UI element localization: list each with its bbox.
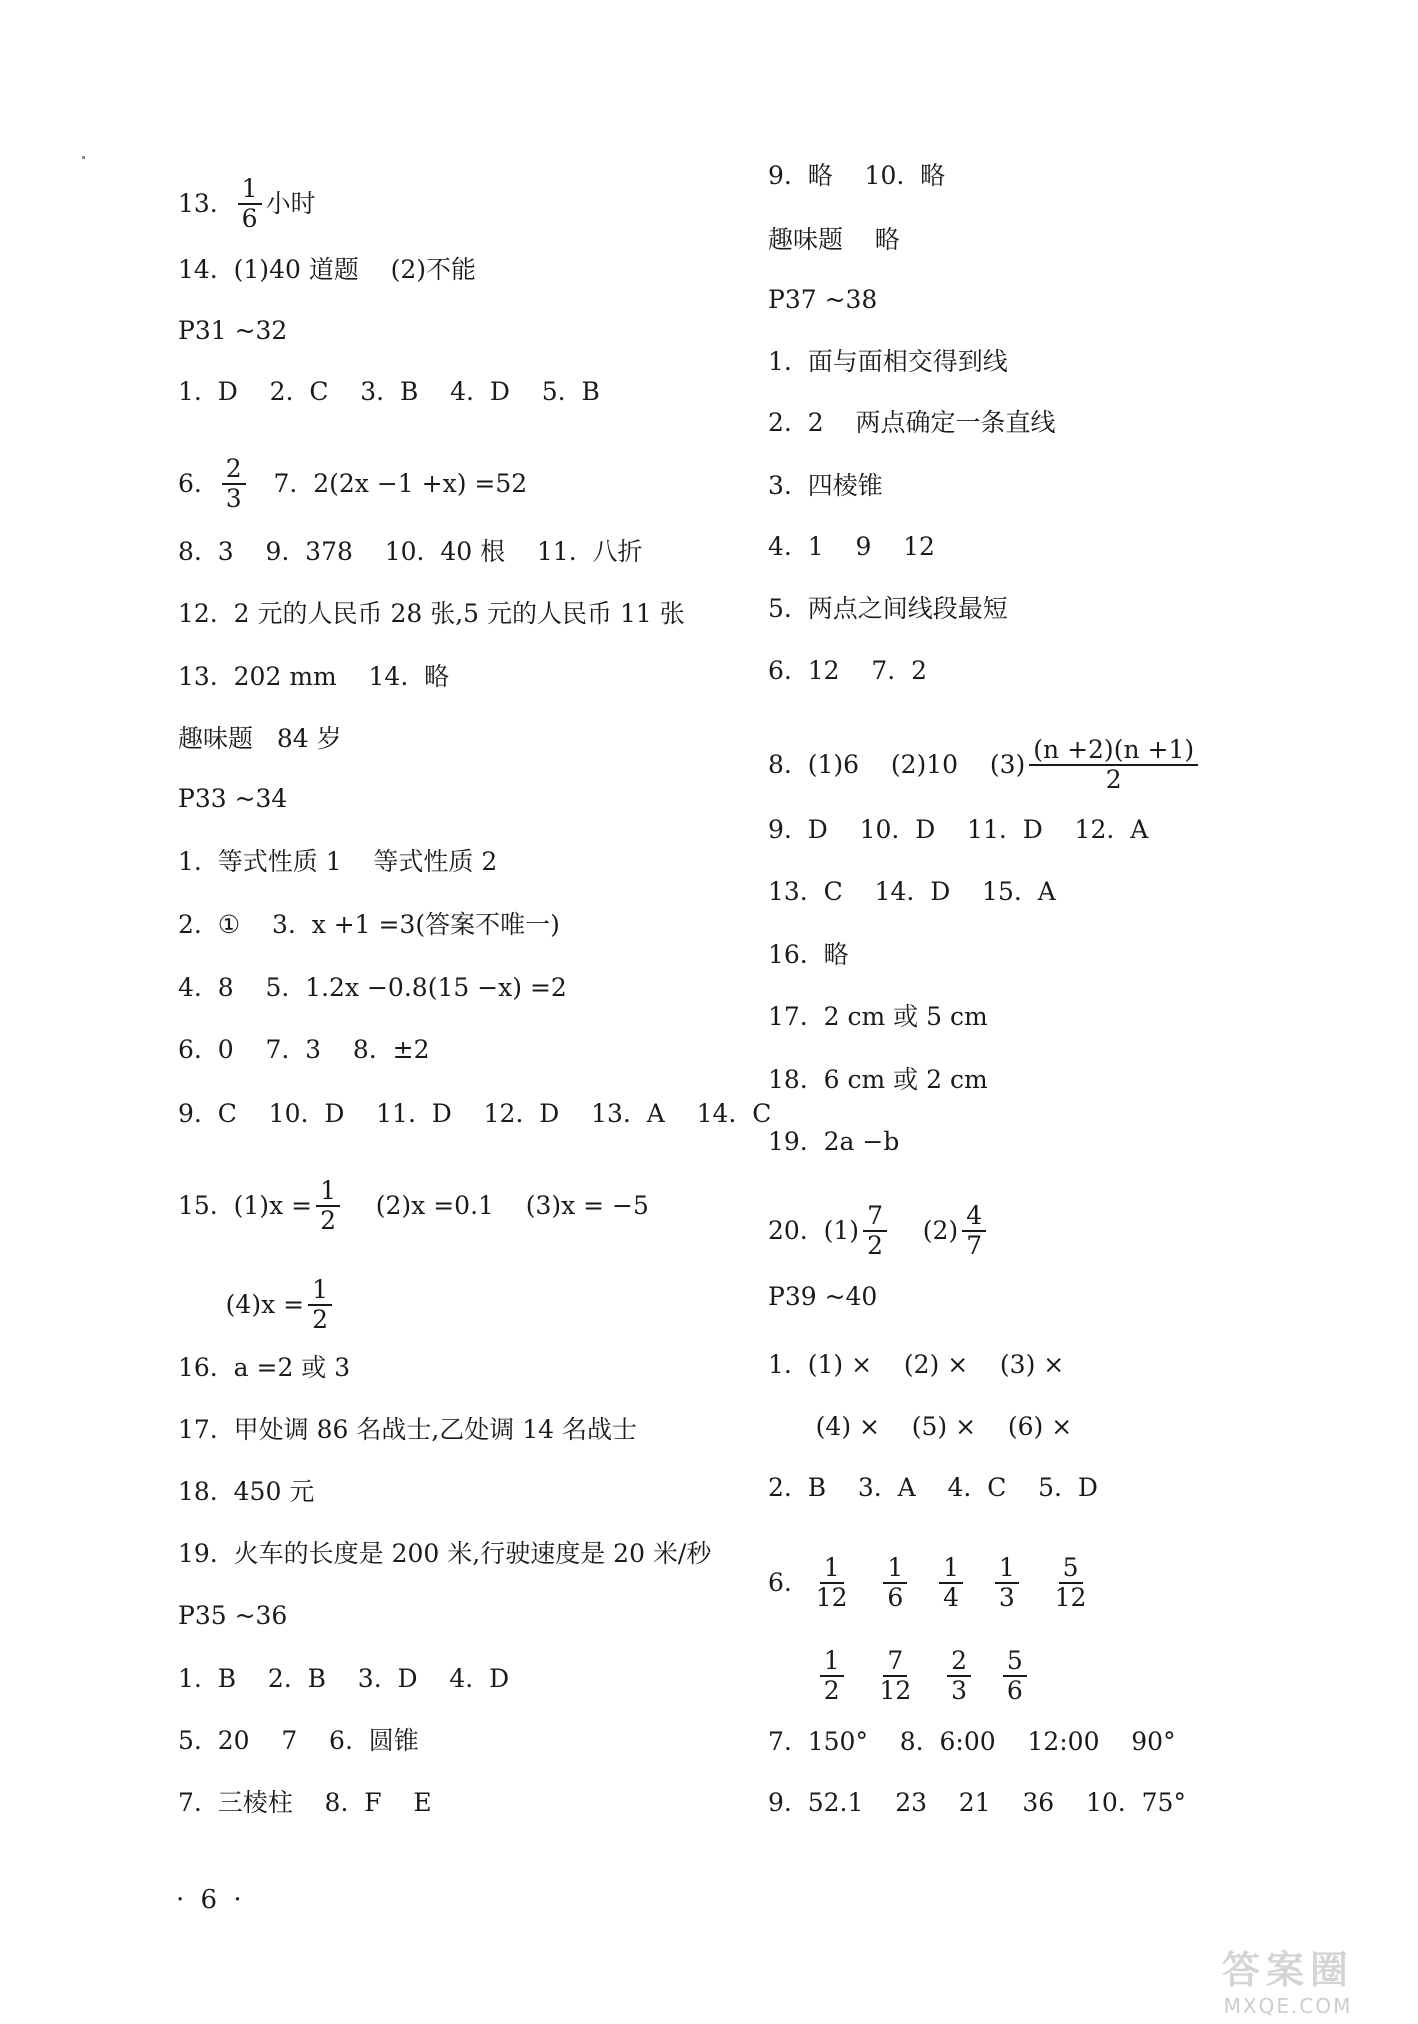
answer-line (178, 1351, 350, 1385)
fraction-denominator: 6 (887, 1583, 904, 1612)
answer-text: 18. 450 元 (178, 1477, 315, 1506)
answer-line (178, 1537, 711, 1571)
fraction-denominator: 2 (867, 1231, 883, 1260)
answer-text: 19. 火车的长度是 200 米,行驶速度是 20 米/秒 (178, 1539, 712, 1568)
fraction-numerator: (n +2)(n +1) (1029, 736, 1198, 766)
answer-line (768, 1471, 1098, 1505)
answer-line (178, 660, 449, 694)
answer-line (178, 375, 600, 409)
answer-line (178, 253, 476, 287)
answer-text: 1. 面与面相交得到线 (768, 347, 1008, 376)
fraction (1051, 1554, 1091, 1612)
answer-text: 17. 甲处调 86 名战士,乙处调 14 名战士 (178, 1415, 638, 1444)
answer-line (768, 1786, 1186, 1820)
fraction-denominator: 12 (815, 1583, 848, 1612)
answer-text: (2)x =0.1 (3)x = −5 (343, 1191, 649, 1220)
answer-text: 5. 20 7 6. 圆锥 (178, 1726, 419, 1755)
answer-text: 6. 0 7. 3 8. ±2 (178, 1035, 430, 1064)
answer-line (768, 875, 1056, 909)
fraction (947, 1647, 971, 1705)
fraction-denominator: 3 (951, 1676, 967, 1705)
answer-line (178, 1724, 419, 1758)
answer-text: 15. (1)x = (178, 1191, 313, 1220)
answer-line (768, 223, 900, 257)
answer-text: 13. 202 mm 14. 略 (178, 662, 450, 691)
answer-text (975, 1659, 999, 1693)
watermark-logo (1188, 1938, 1388, 2018)
fraction-numerator: 1 (939, 1554, 963, 1584)
answer-text: 5. 两点之间线段最短 (768, 594, 1008, 623)
answer-line (178, 175, 316, 233)
fraction-numerator: 1 (238, 175, 262, 205)
answer-line (178, 1276, 336, 1334)
answer-text: 1. D 2. C 3. B 4. D 5. B (178, 377, 600, 406)
answer-text: 4. 1 9 12 (768, 532, 935, 561)
fraction-numerator: 2 (222, 455, 246, 485)
answer-text: 2. ① 3. x +1 =3(答案不唯一) (178, 910, 560, 939)
answer-text: 20. (1) (768, 1216, 860, 1245)
answer-text: 9. 略 10. 略 (768, 161, 946, 190)
answer-text: P33 ~34 (178, 784, 288, 813)
answer-line (768, 530, 935, 564)
answer-text (848, 1659, 872, 1693)
answer-text: 9. 52.1 23 21 36 10. 75° (768, 1788, 1186, 1817)
fraction (995, 1554, 1019, 1612)
answer-text: 9. D 10. D 11. D 12. A (768, 815, 1149, 844)
answer-line (178, 1475, 314, 1509)
answer-line (768, 1280, 877, 1314)
page-number: · 6 · (176, 1885, 246, 1915)
answer-text: 6. (768, 1568, 808, 1597)
answer-line (768, 736, 1202, 794)
answer-line (768, 813, 1148, 847)
answer-line (768, 1063, 988, 1097)
fraction-numerator: 5 (1059, 1554, 1083, 1584)
answer-text: P39 ~40 (768, 1282, 878, 1311)
fraction-numerator: 7 (883, 1647, 907, 1677)
answer-text: 9. C 10. D 11. D 12. D 13. A 14. C (178, 1099, 772, 1128)
answer-text: 6. 12 7. 2 (768, 656, 927, 685)
answer-text: 16. a =2 或 3 (178, 1353, 351, 1382)
fraction-numerator: 1 (995, 1554, 1019, 1584)
fraction (238, 175, 262, 233)
fraction (316, 1177, 340, 1235)
fraction-denominator: 12 (879, 1676, 912, 1705)
fraction (308, 1276, 332, 1334)
answer-line (178, 1097, 771, 1131)
fraction (875, 1647, 915, 1705)
answer-text (768, 1659, 816, 1693)
fraction-numerator: 1 (316, 1177, 340, 1207)
fraction-denominator: 6 (241, 204, 258, 233)
scan-speck (82, 156, 85, 159)
fraction (1003, 1647, 1027, 1705)
answer-text: P31 ~32 (178, 316, 288, 345)
answer-text: 18. 6 cm 或 2 cm (768, 1065, 988, 1094)
fraction (883, 1554, 907, 1612)
fraction-denominator: 2 (320, 1206, 336, 1235)
answer-line (178, 845, 497, 879)
answer-line (768, 938, 849, 972)
fraction-numerator: 5 (1003, 1647, 1027, 1677)
fraction (820, 1647, 844, 1705)
answer-line (768, 1410, 1072, 1444)
answer-line (178, 455, 527, 513)
fraction-numerator: 2 (947, 1647, 971, 1677)
answer-text (919, 1659, 943, 1693)
answer-text: 7. 150° 8. 6:00 12:00 90° (768, 1727, 1176, 1756)
answer-line (178, 782, 287, 816)
fraction-denominator: 3 (998, 1583, 1015, 1612)
answer-text: 14. (1)40 道题 (2)不能 (178, 255, 477, 284)
answer-text (856, 1566, 880, 1600)
answer-line (178, 1177, 649, 1235)
answer-text: 12. 2 元的人民币 28 张,5 元的人民币 11 张 (178, 599, 685, 628)
answer-text: P37 ~38 (768, 285, 878, 314)
answer-text: P35 ~36 (178, 1601, 288, 1630)
answer-text: 8. (1)6 (2)10 (3) (768, 750, 1026, 779)
answer-line (768, 1647, 1031, 1705)
answer-line (178, 1033, 429, 1067)
answer-line (178, 1599, 287, 1633)
answer-text: 13. C 14. D 15. A (768, 877, 1056, 906)
fraction-numerator: 1 (308, 1276, 332, 1306)
answer-text: 2. B 3. A 4. C 5. D (768, 1473, 1098, 1502)
fraction-denominator: 2 (823, 1676, 840, 1705)
answer-line (768, 592, 1008, 626)
answer-line (768, 1554, 1094, 1612)
answer-text: 16. 略 (768, 940, 849, 969)
fraction-denominator: 2 (312, 1305, 328, 1334)
answer-text: 19. 2a −b (768, 1127, 900, 1156)
answer-line (768, 345, 1008, 379)
answer-line (178, 535, 643, 569)
fraction (812, 1554, 852, 1612)
answer-text: 4. 8 5. 1.2x −0.8(15 −x) =2 (178, 973, 567, 1002)
answer-line (768, 654, 927, 688)
answer-text: 1. 等式性质 1 等式性质 2 (178, 847, 498, 876)
answer-line (768, 1725, 1176, 1759)
answer-text: 17. 2 cm 或 5 cm (768, 1002, 988, 1031)
answer-text: 8. 3 9. 378 10. 40 根 11. 八折 (178, 537, 643, 566)
fraction-denominator: 4 (943, 1583, 960, 1612)
answer-line (178, 1662, 509, 1696)
fraction-numerator: 1 (820, 1647, 844, 1677)
fraction-numerator: 1 (883, 1554, 907, 1584)
answer-line (178, 314, 287, 348)
answer-line (178, 1786, 432, 1820)
answer-text: 3. 四棱锥 (768, 471, 883, 500)
answer-text (1023, 1566, 1047, 1600)
answer-text: 1. B 2. B 3. D 4. D (178, 1664, 510, 1693)
answer-text: (4)x = (178, 1290, 305, 1319)
watermark-title: 答案圈 (1221, 1947, 1354, 1992)
answer-text: (2) (890, 1216, 959, 1245)
fraction (962, 1202, 986, 1260)
answer-line (768, 406, 1055, 440)
answer-line (178, 722, 342, 756)
answer-text: 6. (178, 469, 218, 498)
answer-text: 13. (178, 189, 234, 218)
fraction-denominator: 12 (1054, 1583, 1087, 1612)
fraction-denominator: 2 (1105, 765, 1122, 794)
fraction-denominator: 6 (1006, 1676, 1023, 1705)
answer-text: 1. (1) × (2) × (3) × (768, 1350, 1065, 1379)
fraction-numerator: 4 (962, 1202, 986, 1232)
answer-line (768, 1348, 1064, 1382)
answer-line (768, 1202, 990, 1260)
answer-text: (4) × (5) × (6) × (768, 1412, 1073, 1441)
answer-text: 趣味题 84 岁 (178, 724, 342, 753)
answer-text: 小时 (265, 189, 316, 218)
answer-line (178, 971, 567, 1005)
answer-text: 7. 三棱柱 8. F E (178, 1788, 432, 1817)
fraction (939, 1554, 963, 1612)
answer-line (768, 469, 883, 503)
answer-text: 趣味题 略 (768, 225, 900, 254)
fraction-numerator: 7 (863, 1202, 887, 1232)
fraction-numerator: 1 (820, 1554, 844, 1584)
fraction-denominator: 3 (225, 484, 242, 513)
answer-text: 2. 2 两点确定一条直线 (768, 408, 1056, 437)
answer-text: 7. 2(2x −1 +x) =52 (249, 469, 528, 498)
answer-line (768, 283, 877, 317)
fraction-denominator: 7 (966, 1231, 983, 1260)
answer-line (768, 159, 945, 193)
answer-line (768, 1000, 988, 1034)
answer-line (178, 597, 685, 631)
watermark-url: MXQE.COM (1223, 1993, 1353, 2018)
fraction (222, 455, 246, 513)
answer-text (911, 1566, 935, 1600)
answer-line (178, 908, 560, 942)
fraction (863, 1202, 887, 1260)
answer-line (178, 1413, 637, 1447)
answer-text (967, 1566, 991, 1600)
fraction (1029, 736, 1198, 794)
answer-line (768, 1125, 899, 1159)
